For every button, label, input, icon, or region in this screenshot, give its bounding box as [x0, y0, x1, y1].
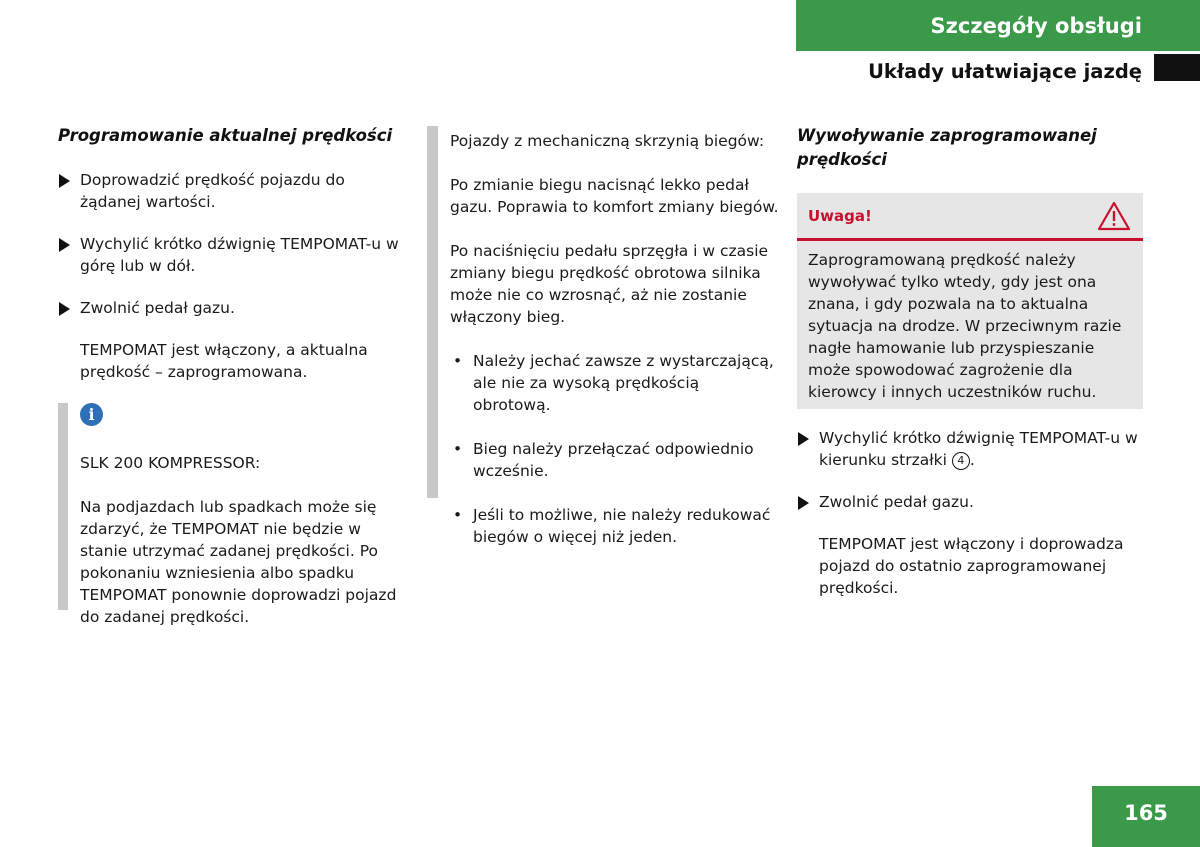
warning-box — [797, 193, 1143, 409]
bullet-item — [450, 504, 780, 548]
note-paragraph: Po zmianie biegu nacisnąć lekko pedał gazu. Poprawia to komfort zmiany biegów. — [450, 176, 779, 216]
note-intro: Pojazdy z mechaniczną skrzynią biegów: — [450, 132, 765, 150]
warning-header — [797, 193, 1143, 241]
instruction-step — [797, 427, 1147, 471]
instruction-step — [58, 297, 410, 319]
instruction-step — [58, 233, 410, 277]
step-result: TEMPOMAT jest włączony, a aktualna prędkość – zaprogramowana. — [80, 341, 368, 381]
warning-label: Uwaga! — [808, 206, 872, 225]
warning-triangle-icon — [1097, 201, 1131, 231]
step-text: Zwolnić pedał gazu. — [80, 299, 235, 317]
step-arrow-icon — [59, 302, 70, 316]
warning-text: Zaprogramowaną prędkość należy wywoływać tylko wtedy, gdy jest ona znana, i gdy pozwala na to aktualna sytuacja na drodze. W przeciwnym razie nagłe hamowanie lub przyspieszanie może spowodować zagrożenie dla kierowcy i innych uczestników ruchu. — [808, 251, 1122, 401]
note-text: Na podjazdach lub spadkach może się zdarzyć, że TEMPOMAT nie będzie w stanie utrzymać zadanej prędkości. Po pokonaniu wzniesienia albo spadku TEMPOMAT ponownie doprowadzi pojazd do zadanej prędkości. — [80, 498, 397, 626]
column-1 — [58, 124, 410, 405]
bullet-item — [450, 438, 780, 482]
bullet-text: Należy jechać zawsze z wystarczającą, ale nie za wysoką prędkością obrotową. — [473, 352, 774, 414]
info-note — [80, 403, 410, 650]
instruction-step — [797, 491, 1147, 513]
bullet-icon: • — [453, 440, 463, 458]
page-number: 165 — [1092, 786, 1200, 847]
step-text: Wychylić krótko dźwignię TEMPOMAT-u w górę lub w dół. — [80, 235, 399, 275]
bullet-item — [450, 350, 780, 416]
step-text: Wychylić krótko dźwignię TEMPOMAT-u w kierunku strzałki — [819, 429, 1138, 469]
column-3 — [797, 124, 1147, 621]
step-result: TEMPOMAT jest włączony i doprowadza pojazd do ostatnio zaprogramowanej prędkości. — [819, 535, 1124, 597]
step-text: Doprowadzić prędkość pojazdu do żądanej wartości. — [80, 171, 345, 211]
step-text: Zwolnić pedał gazu. — [819, 493, 974, 511]
arrow-reference-number: 4 — [952, 452, 970, 470]
bullet-icon: • — [453, 506, 463, 524]
step-arrow-icon — [59, 174, 70, 188]
instruction-step — [58, 169, 410, 213]
step-arrow-icon — [59, 238, 70, 252]
column-2 — [450, 130, 780, 570]
section-heading: Programowanie aktualnej prędkości — [58, 126, 393, 145]
bullet-text: Bieg należy przełączać odpowiednio wcześnie. — [473, 440, 754, 480]
note-sidebar — [58, 403, 68, 610]
note-sidebar — [427, 126, 438, 498]
info-icon: i — [80, 403, 103, 426]
step-text-end: . — [969, 451, 975, 469]
chapter-marker — [1154, 54, 1200, 81]
chapter-title: Układy ułatwiające jazdę — [868, 60, 1142, 83]
section-title: Szczegóły obsługi — [796, 0, 1200, 51]
note-model: SLK 200 KOMPRESSOR: — [80, 454, 261, 472]
note-paragraph: Po naciśnięciu pedału sprzęgła i w czasie zmiany biegu prędkość obrotowa silnika może nie co wzrosnąć, aż nie zostanie włączony bieg. — [450, 242, 769, 326]
step-arrow-icon — [798, 496, 809, 510]
section-heading: Wywoływanie zaprogramowanej prędkości — [797, 126, 1097, 169]
bullet-icon: • — [453, 352, 463, 370]
bullet-text: Jeśli to możliwe, nie należy redukować biegów o więcej niż jeden. — [473, 506, 771, 546]
step-arrow-icon — [798, 432, 809, 446]
